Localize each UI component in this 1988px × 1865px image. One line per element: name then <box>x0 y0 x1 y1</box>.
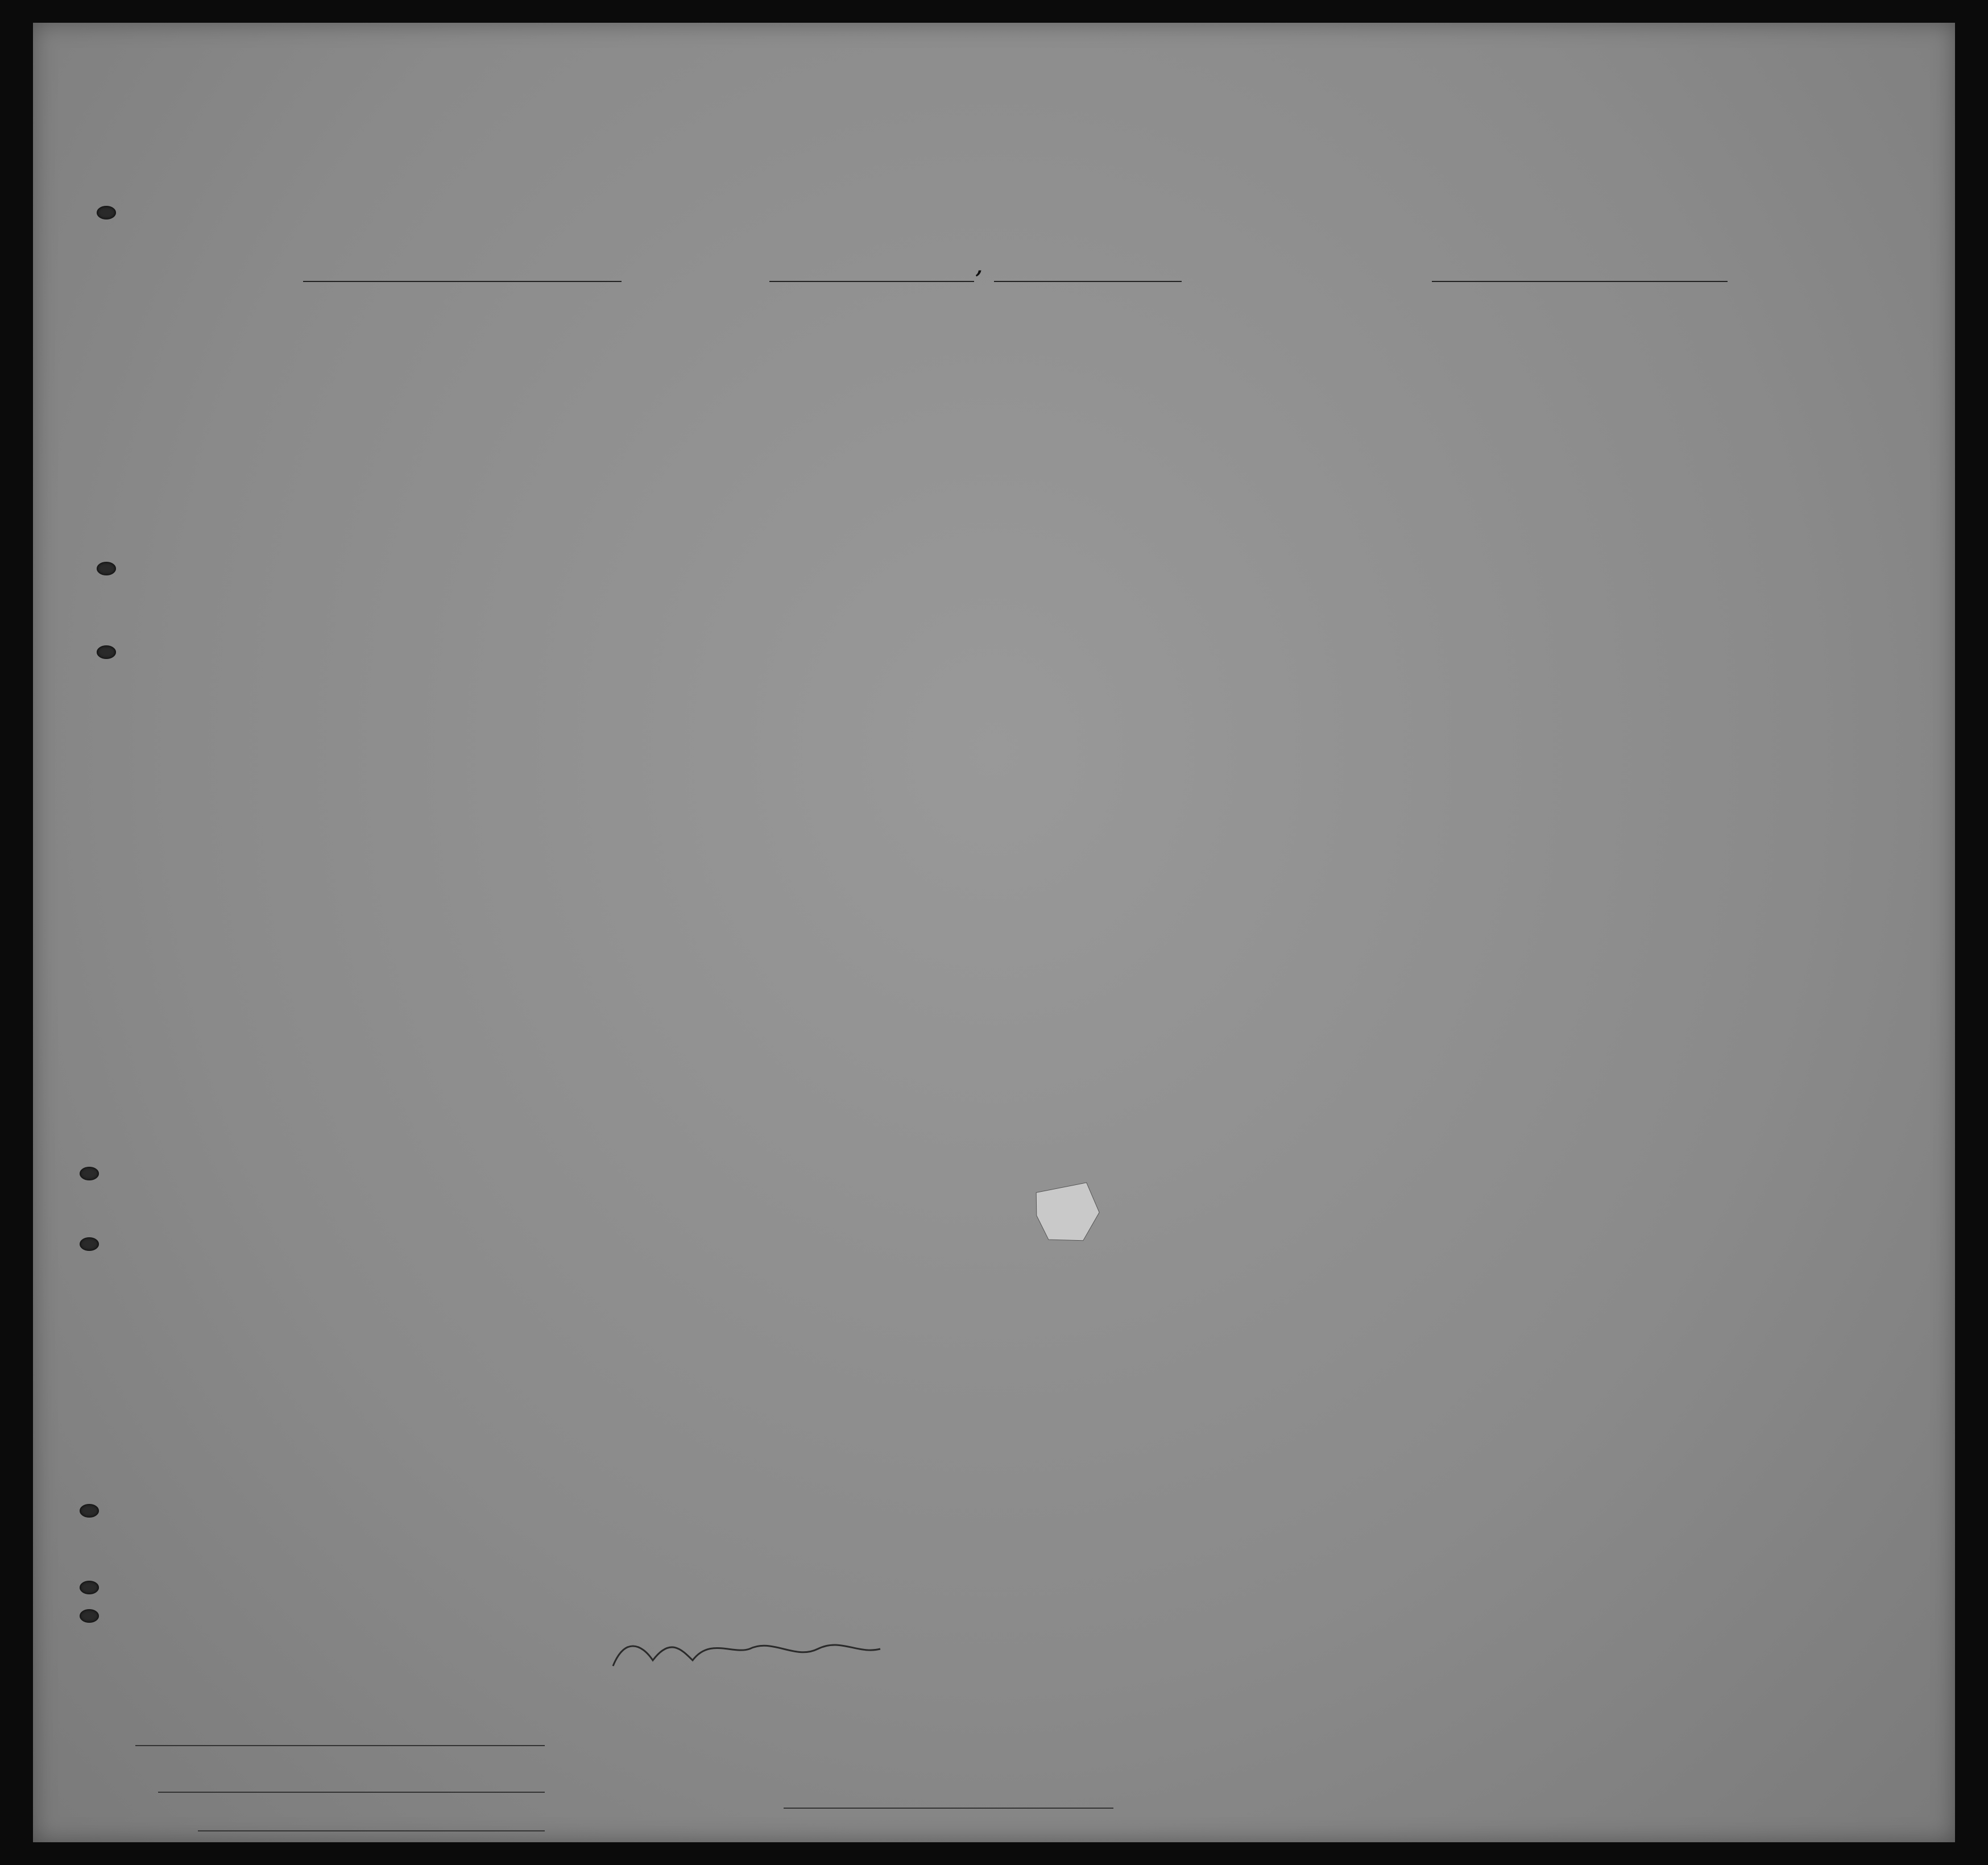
sticker-stamp <box>1030 1178 1106 1250</box>
manifest-sheet <box>33 23 1955 1842</box>
vessel-info: , <box>243 256 1892 290</box>
manifest-grid <box>33 23 1955 1842</box>
col-num-2-left <box>152 301 221 313</box>
